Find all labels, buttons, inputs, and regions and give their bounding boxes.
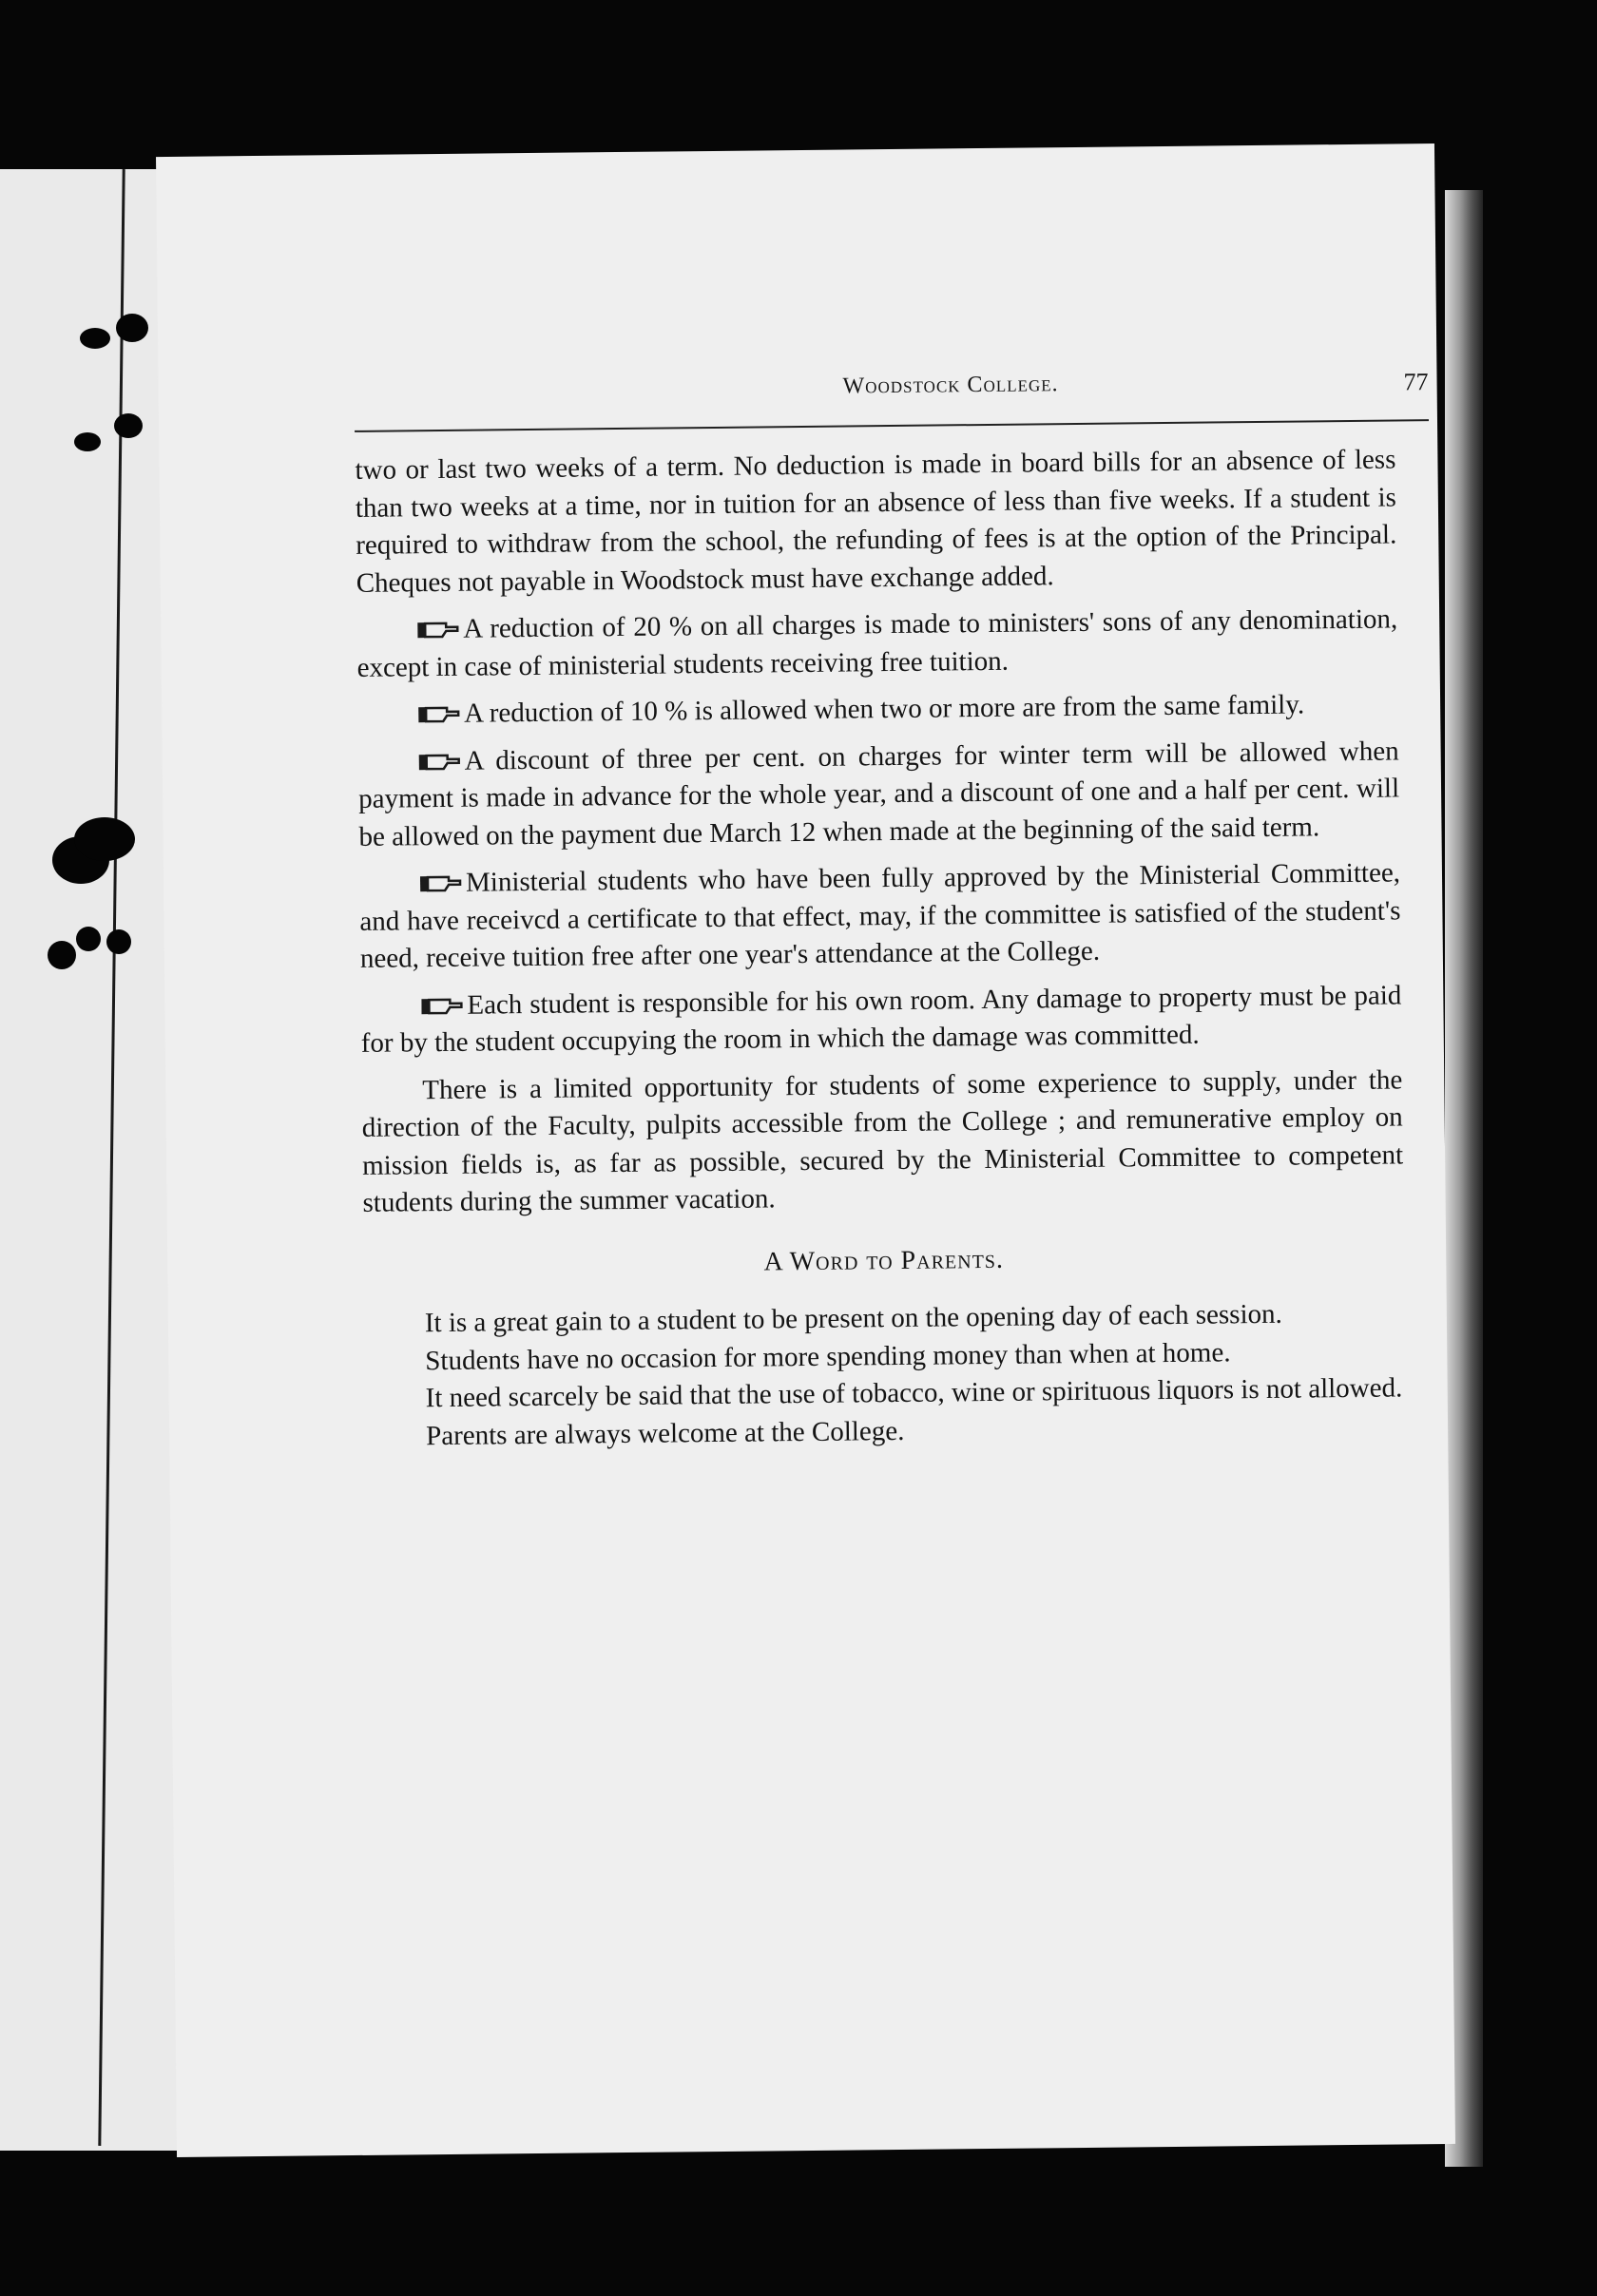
paragraph: It is a great gain to a student to be present on the opening day of each session. — [424, 1298, 1282, 1339]
manicule-icon — [418, 704, 460, 725]
manicule-icon — [421, 995, 463, 1016]
ink-blot — [74, 432, 101, 451]
paragraph-text: Ministerial students who have been fully approved by the Ministerial Committee, and have receivcd a certificate to that effect, may, if the committee is satisfied of the student's need, receive tuition free after one year's attendance at the College. — [359, 857, 1401, 974]
paragraph-text: Each student is responsible for his own room. Any damage to property must be paid for by the student occupying the room in which the damage was committed. — [360, 979, 1402, 1059]
ink-blot — [76, 927, 101, 951]
paragraph-with-manicule — [359, 854, 1401, 978]
ink-blot — [80, 328, 110, 349]
paragraph-with-manicule — [357, 685, 1398, 734]
page-number: 77 — [1403, 368, 1429, 396]
body-text — [355, 441, 1406, 1455]
book-page — [156, 144, 1455, 2157]
paragraph: Students have no occasion for more spending money than when at home. — [425, 1336, 1231, 1376]
paragraph: Parents are always welcome at the College. — [425, 1415, 905, 1451]
paragraph-text: A reduction of 20 % on all charges is made to ministers' sons of any denomination, except in case of ministerial students receiving free tuition. — [356, 603, 1398, 683]
paragraph-with-manicule — [357, 733, 1399, 856]
ink-blot — [74, 817, 135, 861]
paragraph: There is a limited opportunity for students of some experience to supply, under the direction of the Faculty, pulpits accessible from the College ; and remunerative employ on mission fields is, as far as possible, secured by the Ministerial Committee to competent students during the summer vacation. — [361, 1063, 1404, 1218]
adjacent-page-edge — [0, 169, 181, 2151]
running-head: Woodstock College. — [842, 372, 1059, 399]
ink-blot — [114, 413, 143, 438]
manicule-icon — [420, 873, 462, 894]
ink-blot — [106, 929, 131, 954]
section-title: A Word to Parents. — [763, 1244, 1005, 1276]
paragraph-with-manicule — [356, 601, 1398, 686]
ink-blot — [116, 314, 148, 342]
paragraph: two or last two weeks of a term. No deduction is made in board bills for an absence of less than two weeks at a time, nor in tuition for an absence of less than five weeks. If a student is required to withdraw from the school, the refunding of fees is at the option of the Principal. Cheques not payable in Woodstock must have exchange added. — [355, 444, 1397, 599]
paragraph: It need scarcely be said that the use of tobacco, wine or spirituous liquors is not allowed. — [425, 1372, 1403, 1414]
manicule-icon — [417, 620, 459, 641]
header-rule — [355, 419, 1429, 432]
paragraph-text: A discount of three per cent. on charges for winter term will be allowed when payment is made in advance for the whole year, and a discount of one and a half per cent. will be allowed on the payment due March 12 when made at the beginning of the said term. — [357, 735, 1400, 852]
page-header — [354, 368, 1428, 417]
ink-blot — [48, 941, 76, 969]
manicule-icon — [419, 751, 461, 772]
paragraph-with-manicule — [360, 977, 1402, 1062]
paragraph-text: A reduction of 10 % is allowed when two or more are from the same family. — [463, 689, 1305, 729]
